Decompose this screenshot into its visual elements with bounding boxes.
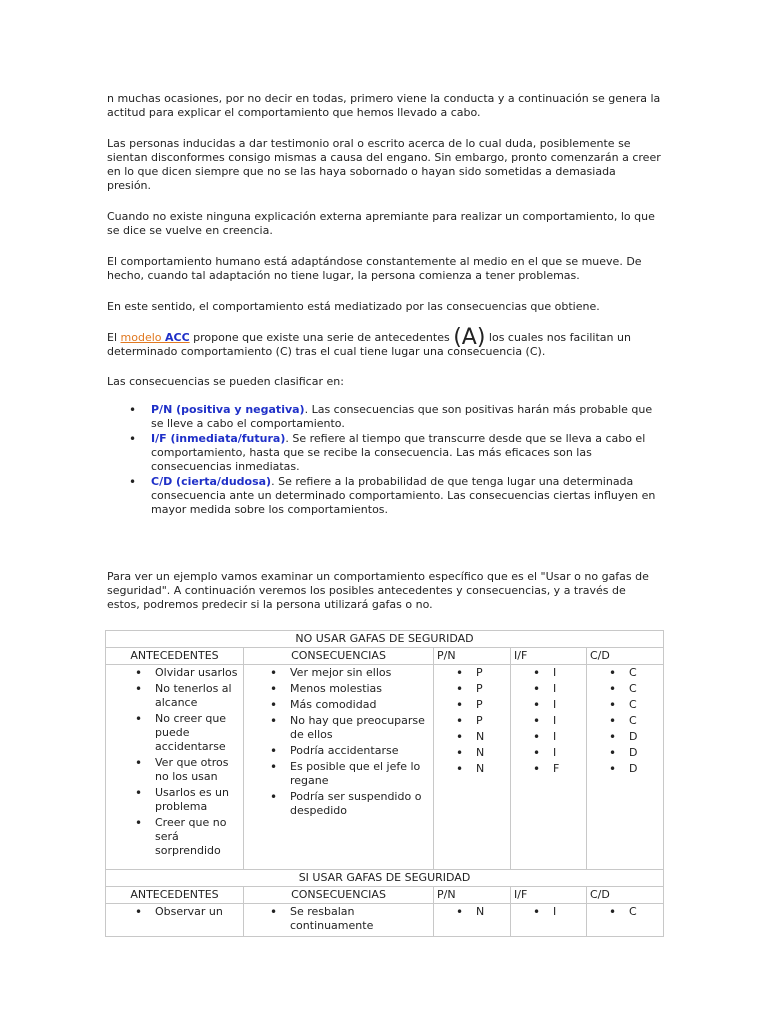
list-item: • Más comodidad [290, 698, 430, 712]
list-item: • Ver que otros no los usan [155, 756, 240, 784]
list-item: • C [629, 698, 660, 712]
si-usar-antecedentes-cell [106, 904, 244, 937]
list-item: • Usarlos es un problema [155, 786, 240, 814]
list-item: • Ver mejor sin ellos [290, 666, 430, 680]
if-list [514, 666, 583, 776]
header-cd: C/D [587, 887, 664, 904]
si-usar-pn-cell [434, 904, 511, 937]
antecedentes-list [109, 905, 240, 919]
section-title-row [106, 870, 664, 887]
list-item: • Menos molestias [290, 682, 430, 696]
classification-term: P/N (positiva y negativa) [151, 403, 305, 416]
pn-list [437, 905, 507, 919]
section-title-si-usar: SI USAR GAFAS DE SEGURIDAD [106, 870, 664, 887]
header-antecedentes: ANTECEDENTES [106, 887, 244, 904]
list-item: • Es posible que el jefe lo regane [290, 760, 430, 788]
list-item: • No creer que puede accidentarse [155, 712, 240, 754]
no-usar-if-cell [511, 665, 587, 870]
acc-paragraph [107, 325, 662, 359]
classification-term: I/F (inmediata/futura) [151, 432, 286, 445]
header-pn: P/N [434, 887, 511, 904]
example-intro: Para ver un ejemplo vamos examinar un comportamiento específico que es el "Usar o no gafas de seguridad". A continuación veremos los posibles antecedentes y consecuencias, y a través de estos, podremos predecir si la persona utilizará gafas o no. [107, 570, 649, 611]
list-item: • Creer que no será sorprendido [155, 816, 240, 858]
consecuencias-list [247, 666, 430, 818]
classification-item [151, 475, 662, 517]
no-usar-cd-cell [587, 665, 664, 870]
acc-mid: propone que existe una serie de antecedentes [189, 331, 454, 344]
list-item: • P [476, 698, 507, 712]
antecedentes-list [109, 666, 240, 858]
cd-list [590, 666, 660, 776]
no-usar-pn-cell [434, 665, 511, 870]
list-item: • P [476, 666, 507, 680]
list-item: • No hay que preocuparse de ellos [290, 714, 430, 742]
no-usar-body-row [106, 665, 664, 870]
pn-list [437, 666, 507, 776]
classification-desc: . Se refiere al tiempo que transcurre desde que se lleva a cabo el comportamiento, hasta que se recibe la consecuencia. Las más eficaces son las consecuencias inmediatas. [151, 432, 646, 473]
section-title-row [106, 631, 664, 648]
acc-pre: El [107, 331, 121, 344]
list-item: • Podría accidentarse [290, 744, 430, 758]
paragraph-1: n muchas ocasiones, por no decir en todas, primero viene la conducta y a continuación se genera la actitud para explicar el comportamiento que hemos llevado a cabo. [107, 92, 661, 119]
list-item: • I [553, 698, 583, 712]
header-consecuencias: CONSECUENCIAS [244, 648, 434, 665]
acc-post: los cuales nos facilitan un determinado comportamiento (C) tras el cual tiene lugar una consecuencia (C). [107, 331, 631, 358]
list-item: • C [629, 905, 660, 919]
list-item: • P [476, 714, 507, 728]
list-item: • I [553, 714, 583, 728]
no-usar-antecedentes-cell [106, 665, 244, 870]
list-item: • C [629, 714, 660, 728]
list-item: • F [553, 762, 583, 776]
list-item: • D [629, 762, 660, 776]
header-row [106, 648, 664, 665]
list-item: • P [476, 682, 507, 696]
acc-link-bold: ACC [165, 331, 190, 344]
list-item: • I [553, 746, 583, 760]
cd-list [590, 905, 660, 919]
paragraph-5: En este sentido, el comportamiento está mediatizado por las consecuencias que obtiene. [107, 300, 600, 313]
list-item: • C [629, 682, 660, 696]
si-usar-body-row [106, 904, 664, 937]
classification-item [151, 432, 662, 474]
document-body [107, 92, 662, 629]
classification-desc: . Las consecuencias que son positivas harán más probable que se lleve a cabo el comportamiento. [151, 403, 653, 430]
header-cd: C/D [587, 648, 664, 665]
classification-desc: . Se refiere a la probabilidad de que tenga lugar una determinada consecuencia ante un determinado comportamiento. Las consecuencias ciertas influyen en mayor medida sobre los comportamientos. [151, 475, 656, 516]
list-item: • Observar un [155, 905, 240, 919]
list-item: • Olvidar usarlos [155, 666, 240, 680]
list-item: • N [476, 730, 507, 744]
modelo-acc-link[interactable] [121, 331, 190, 344]
gafas-table [105, 630, 664, 937]
header-row [106, 887, 664, 904]
antecedent-a-label: (A) [453, 325, 486, 350]
header-consecuencias: CONSECUENCIAS [244, 887, 434, 904]
list-item: • Podría ser suspendido o despedido [290, 790, 430, 818]
paragraph-3: Cuando no existe ninguna explicación externa apremiante para realizar un comportamiento, lo que se dice se vuelve en creencia. [107, 210, 655, 237]
list-item: • I [553, 730, 583, 744]
header-pn: P/N [434, 648, 511, 665]
list-item: • D [629, 730, 660, 744]
header-if: I/F [511, 887, 587, 904]
list-item: • Se resbalan continuamente [290, 905, 430, 933]
classify-intro: Las consecuencias se pueden clasificar en: [107, 375, 344, 388]
classification-term: C/D (cierta/dudosa) [151, 475, 272, 488]
header-antecedentes: ANTECEDENTES [106, 648, 244, 665]
modelo-link-word: modelo [120, 331, 165, 344]
list-item: • C [629, 666, 660, 680]
list-item: • No tenerlos al alcance [155, 682, 240, 710]
list-item: • I [553, 905, 583, 919]
header-if: I/F [511, 648, 587, 665]
list-item: • N [476, 905, 507, 919]
if-list [514, 905, 583, 919]
list-item: • N [476, 746, 507, 760]
no-usar-consecuencias-cell [244, 665, 434, 870]
list-item: • I [553, 682, 583, 696]
si-usar-cd-cell [587, 904, 664, 937]
list-item: • D [629, 746, 660, 760]
classification-item [151, 403, 662, 431]
paragraph-4: El comportamiento humano está adaptándose constantemente al medio en el que se mueve. De hecho, cuando tal adaptación no tiene lugar, la persona comienza a tener problemas. [107, 255, 642, 282]
list-item: • I [553, 666, 583, 680]
si-usar-consecuencias-cell [244, 904, 434, 937]
si-usar-if-cell [511, 904, 587, 937]
section-title-no-usar: NO USAR GAFAS DE SEGURIDAD [106, 631, 664, 648]
paragraph-2: Las personas inducidas a dar testimonio oral o escrito acerca de lo cual duda, posiblemente se sientan disconformes consigo mismas a causa del engano. Sin embargo, pronto comenzarán a creer en lo que dicen siempre que no se las haya sobornado o hayan sido sometidas a demasiada presión. [107, 137, 661, 192]
consecuencias-list [247, 905, 430, 933]
list-item: • N [476, 762, 507, 776]
classification-list [107, 403, 662, 517]
